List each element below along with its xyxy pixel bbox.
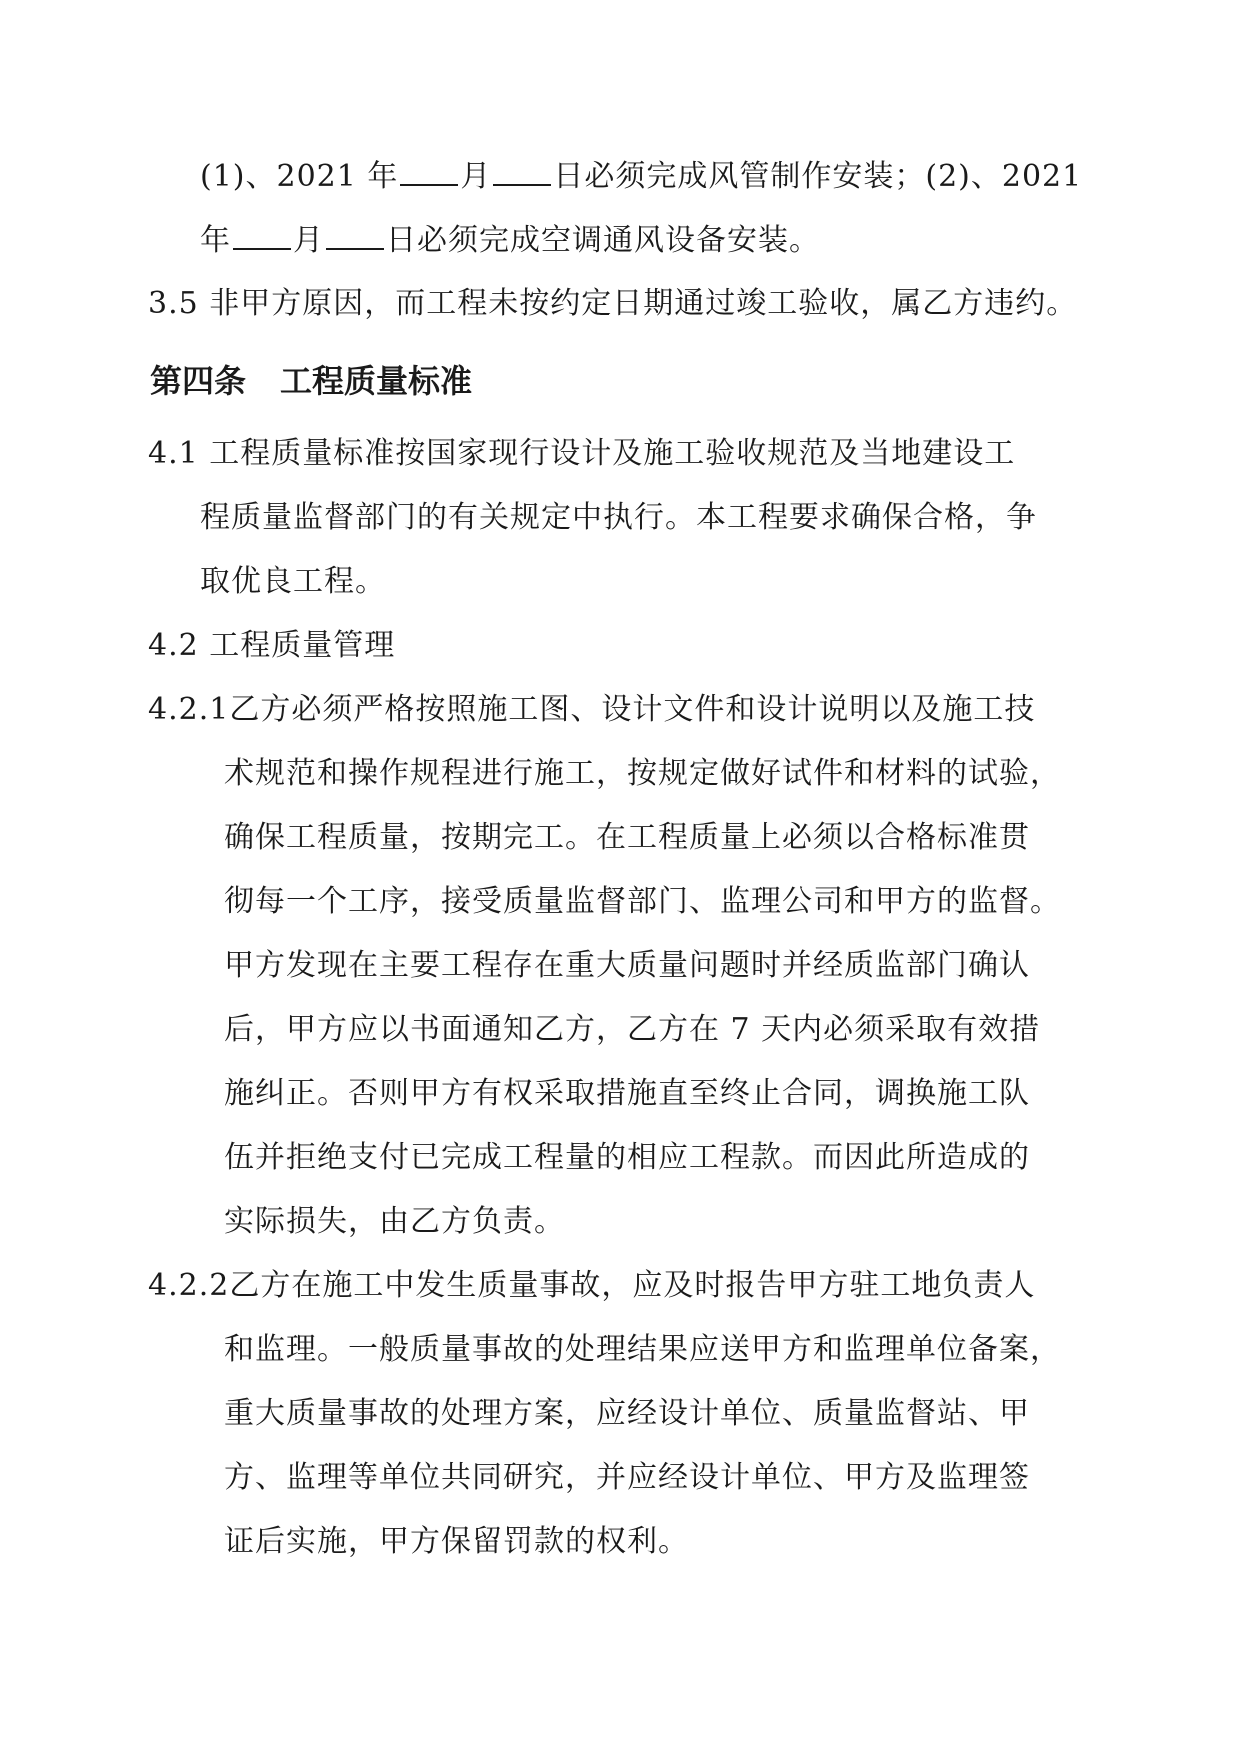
clause-4-2-1 <box>148 692 1035 728</box>
clause-4-2-2-line: 和监理。一般质量事故的处理结果应送甲方和监理单位备案， <box>224 1332 1061 1367</box>
clause-4-1-number: 4.1 <box>148 436 199 471</box>
deadline-1-prefix: (1)、2021 年 <box>200 159 399 194</box>
month-label-1: 月 <box>460 159 492 194</box>
clause-4-1-line-2: 程质量监督部门的有关规定中执行。本工程要求确保合格，争 <box>200 500 1037 535</box>
clause-4-2-2-line: 方、监理等单位共同研究，并应经设计单位、甲方及监理签 <box>224 1460 1030 1495</box>
deadline-line-1 <box>200 158 1082 195</box>
clause-4-2-text: 工程质量管理 <box>209 628 396 663</box>
clause-4-2-2 <box>148 1268 1035 1304</box>
clause-4-1-line-1: 工程质量标准按国家现行设计及施工验收规范及当地建设工 <box>209 436 1016 471</box>
article-4-heading <box>150 362 472 400</box>
deadline-2-suffix: 日必须完成空调通风设备安装。 <box>386 223 820 258</box>
clause-4-2-1-line: 确保工程质量，按期完工。在工程质量上必须以合格标准贯 <box>224 820 1030 855</box>
deadline-1-suffix: 日必须完成风管制作安装；(2)、2021 <box>553 159 1083 194</box>
clause-3-5-text: 非甲方原因，而工程未按约定日期通过竣工验收，属乙方违约。 <box>209 286 1078 321</box>
clause-4-2-2-line: 重大质量事故的处理方案，应经设计单位、质量监督站、甲 <box>224 1396 1030 1431</box>
clause-4-2-1-line: 术规范和操作规程进行施工，按规定做好试件和材料的试验， <box>224 756 1061 791</box>
clause-4-2-2-number: 4.2.2 <box>148 1268 230 1303</box>
article-4-title: 工程质量标准 <box>280 362 473 400</box>
month-blank-2 <box>233 222 291 250</box>
clause-3-5-number: 3.5 <box>148 286 199 321</box>
month-blank-1 <box>400 158 458 186</box>
clause-4-2 <box>148 628 395 664</box>
clause-4-2-1-line: 彻每一个工序，接受质量监督部门、监理公司和甲方的监督。 <box>224 884 1061 919</box>
article-4-number: 第四条 <box>150 362 247 400</box>
month-label-2: 月 <box>293 223 324 258</box>
clause-4-2-2-line: 证后实施，甲方保留罚款的权利。 <box>224 1524 689 1559</box>
clause-4-2-1-line: 乙方必须严格按照施工图、设计文件和设计说明以及施工技 <box>229 692 1036 727</box>
clause-4-2-1-line: 甲方发现在主要工程存在重大质量问题时并经质监部门确认 <box>224 948 1030 983</box>
clause-3-5 <box>148 286 1077 322</box>
clause-4-2-2-line: 乙方在施工中发生质量事故，应及时报告甲方驻工地负责人 <box>229 1268 1036 1303</box>
clause-4-2-number: 4.2 <box>148 628 199 663</box>
day-blank-1 <box>493 158 551 186</box>
day-blank-2 <box>326 222 384 250</box>
clause-4-1-line-3: 取优良工程。 <box>200 564 386 599</box>
clause-4-2-1-line: 施纠正。否则甲方有权采取措施直至终止合同，调换施工队 <box>224 1076 1030 1111</box>
clause-4-2-1-line: 伍并拒绝支付已完成工程量的相应工程款。而因此所造成的 <box>224 1140 1030 1175</box>
clause-4-2-1-number: 4.2.1 <box>148 692 230 727</box>
clause-4-2-1-line: 实际损失，由乙方负责。 <box>224 1204 565 1239</box>
clause-4-1 <box>148 436 1015 472</box>
year-label-2: 年 <box>200 223 231 258</box>
deadline-line-2 <box>200 222 820 259</box>
clause-4-2-1-line: 后，甲方应以书面通知乙方，乙方在 7 天内必须采取有效措 <box>224 1012 1041 1047</box>
